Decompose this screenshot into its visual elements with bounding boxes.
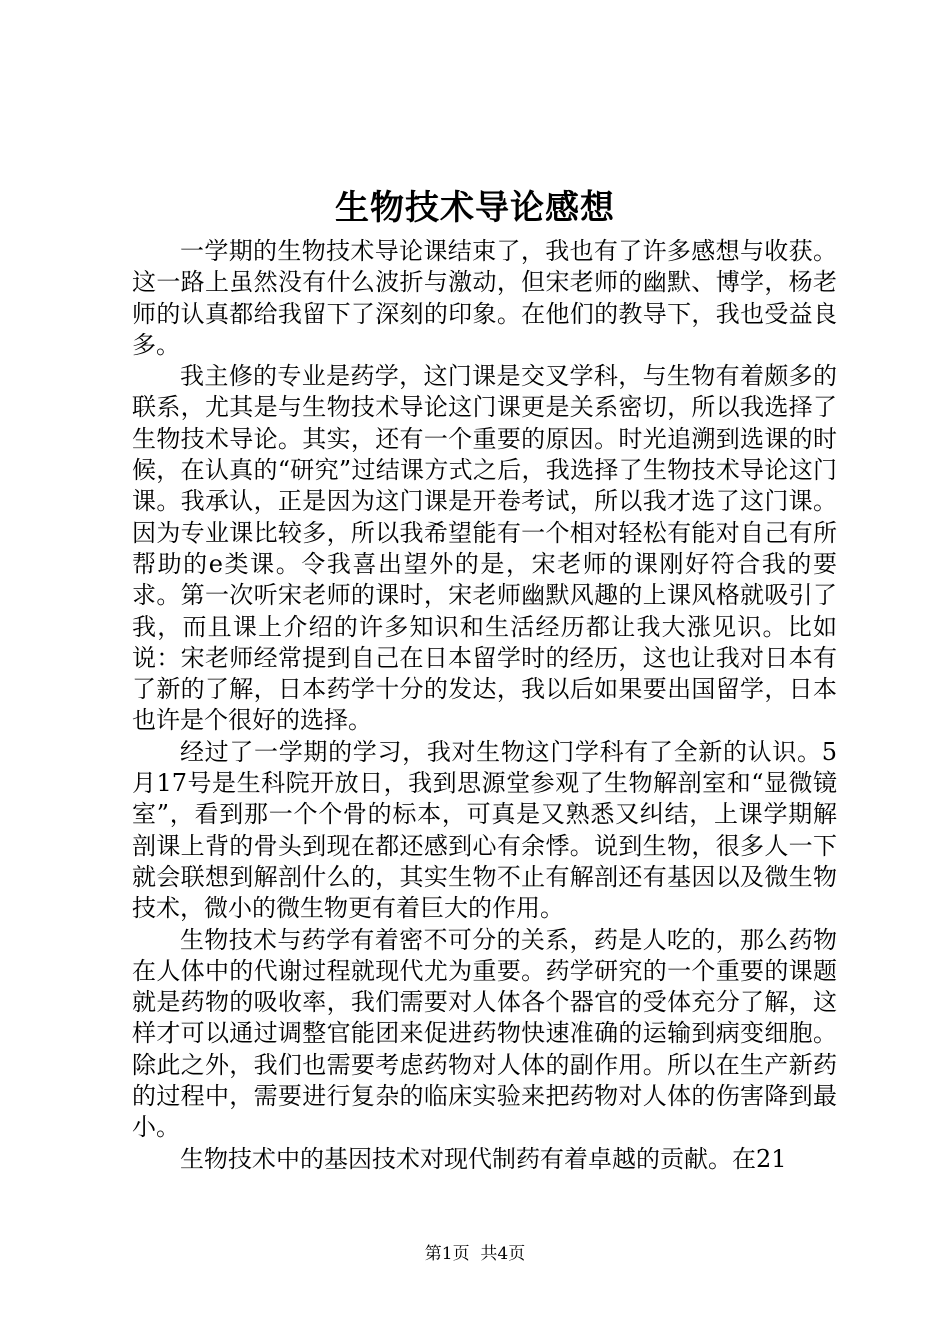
paragraph-3: 经过了一学期的学习，我对生物这门学科有了全新的认识。5月17号是生科院开放日，我到思源堂参观了生物解剖室和“显微镜室”，看到那一个个骨的标本，可真是又熟悉又纠结，上课学期解剖课上背的骨头到现在都还感到心有余悸。说到生物，很多人一下就会联想到解剖什么的，其实生物不止有解剖还有基因以及微生物技术，微小的微生物更有着巨大的作用。 bbox=[132, 737, 837, 923]
page-number-label: 第1页 共4页 bbox=[424, 1244, 526, 1264]
paragraph-1: 一学期的生物技术导论课结束了，我也有了许多感想与收获。这一路上虽然没有什么波折与激动，但宋老师的幽默、博学，杨老师的认真都给我留下了深刻的印象。在他们的教导下，我也受益良多。 bbox=[132, 237, 837, 359]
page-footer bbox=[0, 1242, 950, 1266]
paragraph-5: 生物技术中的基因技术对现代制药有着卓越的贡献。在21 bbox=[180, 1144, 787, 1173]
paragraph-2: 我主修的专业是药学，这门课是交叉学科，与生物有着颇多的联系，尤其是与生物技术导论这门课更是关系密切，所以我选择了生物技术导论。其实，还有一个重要的原因。时光追溯到选课的时候，在认真的“研究”过结课方式之后，我选择了生物技术导论这门课。我承认，正是因为这门课是开卷考试，所以我才选了这门课。因为专业课比较多，所以我希望能有一个相对轻松有能对自己有所帮助的e类课。令我喜出望外的是，宋老师的课刚好符合我的要求。第一次听宋老师的课时，宋老师幽默风趣的上课风格就吸引了我，而且课上介绍的许多知识和生活经历都让我大涨见识。比如说：宋老师经常提到自己在日本留学时的经历，这也让我对日本有了新的了解，日本药学十分的发达，我以后如果要出国留学，日本也许是个很好的选择。 bbox=[132, 362, 837, 735]
page-title: 生物技术导论感想 bbox=[335, 188, 615, 228]
document-body bbox=[132, 236, 837, 1175]
paragraph-4: 生物技术与药学有着密不可分的关系，药是人吃的，那么药物在人体中的代谢过程就现代尤为重要。药学研究的一个重要的课题就是药物的吸收率，我们需要对人体各个器官的受体充分了解，这样才可以通过调整官能团来促进药物快速准确的运输到病变细胞。除此之外，我们也需要考虑药物对人体的副作用。所以在生产新药的过程中，需要进行复杂的临床实验来把药物对人体的伤害降到最小。 bbox=[132, 925, 837, 1142]
